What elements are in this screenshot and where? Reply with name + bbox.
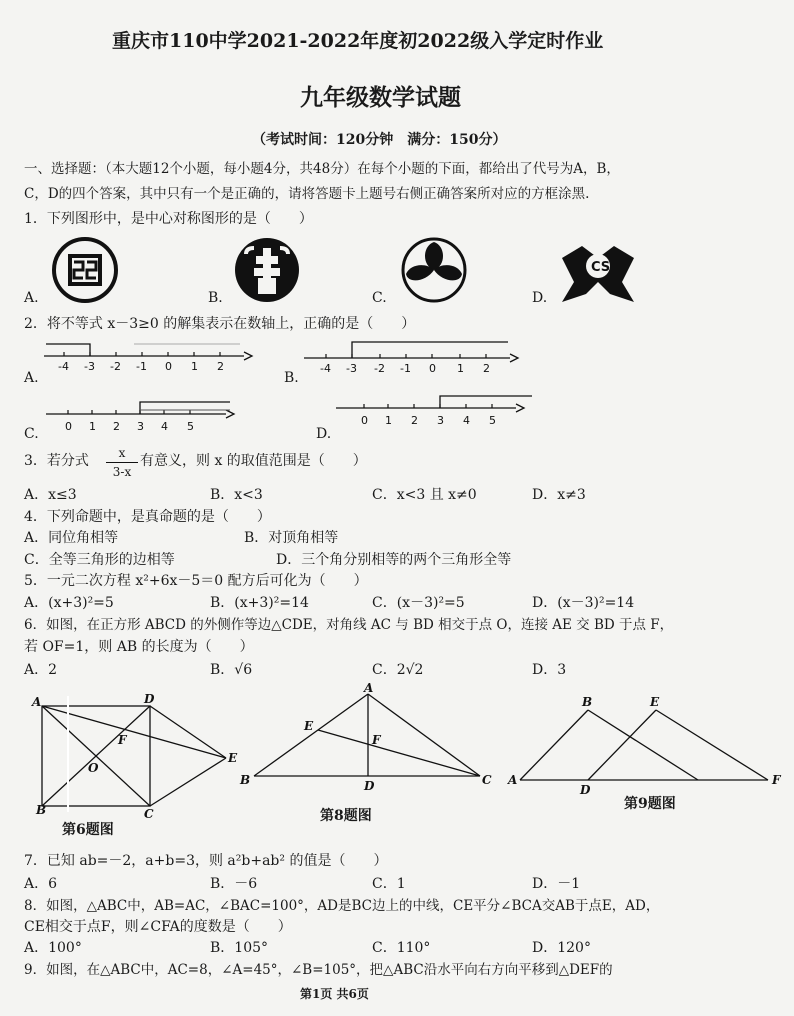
q7-option-d: D．－1 [532, 876, 581, 892]
q2-option-b: B. [284, 370, 299, 386]
figure-6 [30, 694, 250, 824]
point-label: B [582, 695, 593, 709]
tick-label: 1 [385, 414, 392, 427]
point-label: D [580, 783, 591, 797]
fraction-bar [106, 462, 138, 463]
q6-line1: 6．如图，在正方形 ABCD 的外侧作等边△CDE，对角线 AC 与 BD 相交于点 O，连接 AE 交 BD 于点 F， [24, 617, 674, 633]
q6-option-a: A．2 [24, 662, 58, 678]
q5-option-a: A．(x+3)²=5 [24, 595, 114, 611]
section-intro-line1: 一、选择题：（本大题12个小题，每小题4分，共48分）在每个小题的下面，都给出了代号为A，B， [24, 161, 620, 177]
figure-9-caption: 第9题图 [624, 796, 676, 812]
tick-label: 4 [161, 420, 168, 433]
page-number: 第1页 共6页 [300, 987, 369, 1001]
tick-label: 5 [187, 420, 194, 433]
q2-option-d: D. [316, 426, 332, 442]
q1-stem: 1．下列图形中，是中心对称图形的是（ ） [24, 211, 313, 227]
number-line-a [44, 338, 254, 374]
point-label: E [228, 751, 238, 765]
number-line-c [46, 396, 242, 436]
tick-label: 3 [137, 420, 144, 433]
q6-line2: 若 OF=1，则 AB 的长度为（ ） [24, 639, 254, 655]
tick-label: -4 [320, 362, 331, 375]
point-label: E [650, 695, 660, 709]
tick-label: 2 [113, 420, 120, 433]
point-label: C [144, 807, 154, 821]
point-label: O [88, 761, 99, 775]
tick-label: -3 [346, 362, 357, 375]
q4-stem: 4．下列命题中，是真命题的是（ ） [24, 509, 271, 525]
q8-line2: CE相交于点F，则∠CFA的度数是（ ） [24, 919, 292, 935]
q9-line1: 9．如图，在△ABC中，AC=8，∠A=45°，∠B=105°，把△ABC沿水平向右方向平移到△DEF的 [24, 962, 613, 978]
q8-line1: 8．如图，△ABC中，AB=AC，∠BAC=100°，AD是BC边上的中线，CE平分∠BCA交AB于点E，AD， [24, 898, 660, 914]
point-label: D [144, 692, 155, 706]
icbc-logo-icon [50, 236, 120, 306]
point-label: B [240, 773, 251, 787]
q3-option-b: B．x<3 [210, 487, 263, 503]
tick-label: -3 [84, 360, 95, 373]
tick-label: 3 [437, 414, 444, 427]
tick-label: 2 [483, 362, 490, 375]
q1-option-b: B. [208, 290, 223, 306]
point-label: E [304, 719, 314, 733]
tick-label: 4 [463, 414, 470, 427]
q6-option-c: C．2√2 [372, 662, 424, 678]
tick-label: 0 [165, 360, 172, 373]
tick-label: 0 [429, 362, 436, 375]
q8-option-c: C．110° [372, 940, 431, 956]
q7-option-c: C．1 [372, 876, 406, 892]
point-label: D [364, 779, 375, 793]
q3-option-d: D．x≠3 [532, 487, 586, 503]
q7-option-b: B．－6 [210, 876, 258, 892]
tick-label: 0 [65, 420, 72, 433]
q1-option-c: C. [372, 290, 387, 306]
q3-option-c: C．x<3 且 x≠0 [372, 487, 477, 503]
figure-8-caption: 第8题图 [320, 808, 372, 824]
q4-option-a: A．同位角相等 [24, 530, 119, 546]
q1-option-a: A. [24, 290, 39, 306]
tick-label: 5 [489, 414, 496, 427]
q3-fraction-denominator: 3-x [112, 465, 132, 479]
tick-label: 1 [89, 420, 96, 433]
q8-option-d: D．120° [532, 940, 591, 956]
q3-stem-pre: 3．若分式 [24, 453, 89, 469]
q4-option-c: C．全等三角形的边相等 [24, 552, 175, 568]
exam-title: 九年级数学试题 [300, 84, 461, 111]
point-label: C [482, 773, 492, 787]
point-label: A [364, 681, 374, 695]
q3-fraction-numerator: x [118, 446, 126, 460]
tick-label: 1 [457, 362, 464, 375]
abc-bank-logo-icon [232, 234, 302, 306]
q1-option-d: D. [532, 290, 548, 306]
q5-option-b: B．(x+3)²=14 [210, 595, 309, 611]
logo-text: CS [591, 260, 611, 275]
q4-option-b: B．对顶角相等 [244, 530, 339, 546]
tick-label: 1 [191, 360, 198, 373]
q2-option-c: C. [24, 426, 39, 442]
q3-stem-post: 有意义，则 x 的取值范围是（ ） [140, 453, 367, 469]
number-line-b [304, 338, 524, 374]
point-label: F [772, 773, 781, 787]
section-intro-line2: C，D的四个答案，其中只有一个是正确的，请将答题卡上题号右侧正确答案所对应的方框涂黑. [24, 186, 590, 202]
q6-option-b: B．√6 [210, 662, 253, 678]
point-label: F [118, 733, 127, 747]
tick-label: -2 [110, 360, 121, 373]
q5-option-c: C．(x－3)²=5 [372, 595, 465, 611]
q8-option-a: A．100° [24, 940, 82, 956]
number-line-d [336, 392, 536, 432]
q8-option-b: B．105° [210, 940, 269, 956]
q3-option-a: A．x≤3 [24, 487, 77, 503]
three-blade-logo-icon [400, 236, 470, 306]
point-label: F [372, 733, 381, 747]
figure-6-caption: 第6题图 [62, 822, 114, 838]
q6-option-d: D．3 [532, 662, 567, 678]
q7-option-a: A．6 [24, 876, 58, 892]
bank-logo-d-icon [560, 238, 636, 304]
point-label: B [36, 803, 47, 817]
point-label: A [32, 695, 42, 709]
figure-8 [234, 681, 504, 794]
tick-label: 2 [411, 414, 418, 427]
tick-label: 2 [217, 360, 224, 373]
figure-9 [506, 694, 786, 797]
exam-info: （考试时间：120分钟 满分：150分） [252, 132, 507, 148]
tick-label: -2 [374, 362, 385, 375]
q5-stem: 5．一元二次方程 x²+6x－5＝0 配方后可化为（ ） [24, 573, 368, 589]
tick-label: -4 [58, 360, 69, 373]
tick-label: 0 [361, 414, 368, 427]
q5-option-d: D．(x－3)²=14 [532, 595, 635, 611]
q7-stem: 7．已知 ab=－2，a+b=3，则 a²b+ab² 的值是（ ） [24, 853, 388, 869]
school-line: 重庆市110中学2021-2022年度初2022级入学定时作业 [112, 30, 604, 52]
tick-label: -1 [136, 360, 147, 373]
point-label: A [508, 773, 518, 787]
tick-label: -1 [400, 362, 411, 375]
q2-stem: 2．将不等式 x－3≥0 的解集表示在数轴上，正确的是（ ） [24, 316, 416, 332]
q2-option-a: A. [24, 370, 39, 386]
q4-option-d: D．三个角分别相等的两个三角形全等 [276, 552, 512, 568]
